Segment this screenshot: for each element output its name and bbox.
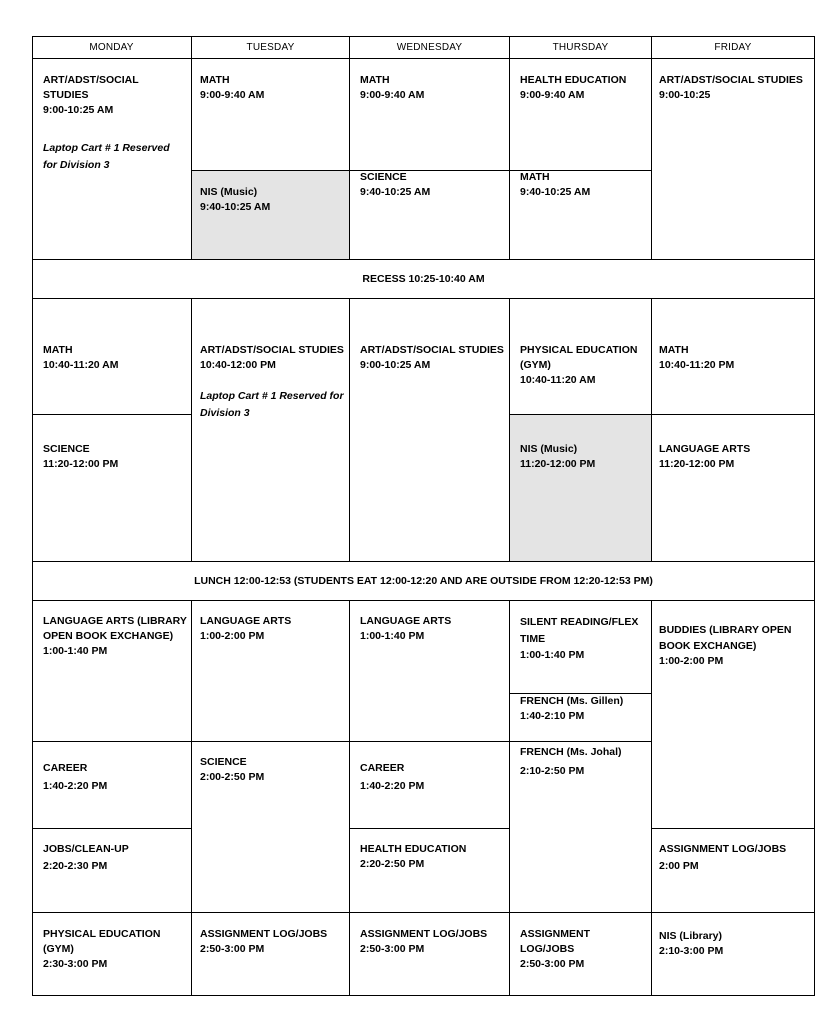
time: 1:00-1:40 PM: [360, 630, 425, 642]
laptop-note: Laptop Cart # 1 Reserved for Division 3: [200, 390, 344, 419]
subject: NIS (Library): [659, 930, 723, 942]
subject: ASSIGNMENT LOG/JOBS: [659, 843, 787, 855]
cell-wed-morning-b: [360, 170, 500, 200]
cell-wed-midday: [360, 343, 506, 373]
subject: ASSIGNMENT LOG/JOBS: [200, 928, 328, 940]
time: 1:40-2:20 PM: [360, 780, 425, 792]
time: 10:40-12:00 PM: [200, 359, 276, 371]
rule-aft-1: [32, 741, 509, 742]
time: 9:00-10:25 AM: [43, 104, 114, 116]
subject: ART/ADST/SOCIAL STUDIES: [200, 344, 344, 356]
cell-thu-midday-b: [520, 442, 648, 472]
subject: SCIENCE: [360, 171, 407, 183]
subject: LANGUAGE ARTS: [200, 615, 292, 627]
recess-band: RECESS 10:25-10:40 AM: [362, 273, 485, 285]
time: 1:00-1:40 PM: [43, 645, 108, 657]
border-right: [814, 36, 815, 996]
time: 1:40-2:20 PM: [43, 780, 108, 792]
cell-tue-morning-a: [200, 73, 340, 103]
rule-wed-aft: [350, 828, 509, 829]
subject: JOBS/CLEAN-UP: [43, 843, 129, 855]
cell-thu-aft-c: [520, 745, 650, 779]
time: 10:40-11:20 PM: [659, 359, 735, 371]
subject: MATH: [520, 171, 550, 183]
border-left: [32, 36, 33, 996]
cell-thu-aft-b: [520, 694, 650, 724]
subject: LANGUAGE ARTS: [659, 443, 751, 455]
subject: CAREER: [43, 762, 88, 774]
header-wednesday: WEDNESDAY: [396, 41, 463, 53]
cell-thu-aft-a: [520, 614, 646, 663]
col-rule: [349, 36, 350, 259]
cell-thu-aft-d: [520, 927, 640, 972]
cell-thu-midday-a: [520, 343, 648, 388]
rule-thu-fri-mid: [510, 414, 814, 415]
time: 2:00 PM: [659, 860, 699, 872]
subject: PHYSICAL EDUCATION (GYM): [520, 344, 638, 371]
time: 9:40-10:25 AM: [200, 201, 271, 213]
subject: ART/ADST/SOCIAL STUDIES: [360, 344, 504, 356]
rule-tue-split: [192, 170, 349, 171]
rule-fri-aft: [652, 828, 814, 829]
cell-fri-aft-b: [659, 842, 811, 874]
border-bottom: [32, 995, 815, 996]
time: 9:40-10:25 AM: [520, 186, 591, 198]
rule-thu-aft-2: [510, 741, 651, 742]
subject: MATH: [659, 344, 689, 356]
weekly-timetable: [32, 36, 815, 996]
cell-mon-aft-d: [43, 927, 183, 972]
time: 2:30-3:00 PM: [43, 958, 108, 970]
time: 9:00-9:40 AM: [200, 89, 265, 101]
time: 2:10-3:00 PM: [659, 945, 724, 957]
header-thursday: THURSDAY: [552, 41, 609, 53]
subject: ASSIGNMENT LOG/JOBS: [520, 928, 591, 955]
col-rule: [191, 298, 192, 561]
col-rule: [651, 36, 652, 259]
time: 1:00-2:00 PM: [200, 630, 265, 642]
subject: LANGUAGE ARTS (LIBRARY OPEN BOOK EXCHANGE): [43, 615, 187, 642]
subject: MATH: [360, 74, 390, 86]
col-rule: [509, 298, 510, 561]
subject: SCIENCE: [43, 443, 90, 455]
col-rule: [651, 600, 652, 996]
subject: FRENCH (Ms. Johal): [520, 746, 622, 758]
cell-wed-aft-b: [360, 761, 500, 794]
rule-mon-mid: [32, 414, 191, 415]
cell-wed-aft-c: [360, 842, 506, 872]
rule-recess-bottom: [32, 298, 815, 299]
header-monday: MONDAY: [89, 41, 134, 53]
subject: CAREER: [360, 762, 405, 774]
time: 2:50-3:00 PM: [360, 943, 425, 955]
cell-wed-aft-d: [360, 927, 506, 957]
rule-last-row: [32, 912, 815, 913]
subject: SCIENCE: [200, 756, 247, 768]
cell-mon-aft-c: [43, 842, 183, 874]
cell-mon-midday-a: [43, 343, 183, 373]
time: 11:20-12:00 PM: [520, 458, 596, 470]
subject: PHYSICAL EDUCATION (GYM): [43, 928, 161, 955]
cell-mon-aft-a: [43, 614, 187, 659]
time: 2:50-3:00 PM: [520, 958, 585, 970]
subject: MATH: [200, 74, 230, 86]
subject: ART/ADST/SOCIAL STUDIES: [43, 74, 139, 101]
time: 1:00-1:40 PM: [520, 649, 585, 661]
cell-tue-aft-b: [200, 755, 340, 785]
col-rule: [509, 600, 510, 996]
col-rule: [509, 36, 510, 259]
header-tuesday: TUESDAY: [246, 41, 295, 53]
lunch-band: LUNCH 12:00-12:53 (STUDENTS EAT 12:00-12:20 AND ARE OUTSIDE FROM 12:20-12:53 PM): [194, 575, 653, 587]
subject: ASSIGNMENT LOG/JOBS: [360, 928, 488, 940]
time: 9:40-10:25 AM: [360, 186, 431, 198]
cell-thu-morning-a: [520, 73, 648, 103]
cell-fri-aft-c: [659, 929, 811, 959]
cell-fri-midday-a: [659, 343, 811, 373]
laptop-note: Laptop Cart # 1 Reserved for Division 3: [43, 142, 170, 171]
cell-thu-morning-b: [520, 170, 648, 200]
col-rule: [191, 36, 192, 259]
subject: HEALTH EDUCATION: [360, 843, 467, 855]
cell-mon-aft-b: [43, 761, 183, 794]
time: 11:20-12:00 PM: [43, 458, 119, 470]
subject: NIS (Music): [200, 186, 258, 198]
time: 1:40-2:10 PM: [520, 710, 585, 722]
rule-lunch-bottom: [32, 600, 815, 601]
time: 2:20-2:30 PM: [43, 860, 108, 872]
cell-mon-morning: [43, 73, 183, 174]
time: 11:20-12:00 PM: [659, 458, 735, 470]
cell-tue-aft-a: [200, 614, 340, 644]
time: 9:00-10:25 AM: [360, 359, 431, 371]
time: 2:00-2:50 PM: [200, 771, 265, 783]
rule-header: [32, 58, 815, 59]
time: 1:00-2:00 PM: [659, 655, 724, 667]
header-friday: FRIDAY: [714, 41, 752, 53]
subject: BUDDIES (LIBRARY OPEN BOOK EXCHANGE): [659, 624, 792, 652]
cell-tue-morning-b: [200, 185, 340, 215]
cell-fri-midday-b: [659, 442, 811, 472]
time: 9:00-9:40 AM: [360, 89, 425, 101]
cell-fri-morning: [659, 73, 811, 103]
col-rule: [349, 600, 350, 996]
cell-tue-aft-c: [200, 927, 346, 957]
time: 2:50-3:00 PM: [200, 943, 265, 955]
subject: NIS (Music): [520, 443, 578, 455]
time: 2:10-2:50 PM: [520, 765, 585, 777]
col-rule: [191, 600, 192, 996]
cell-wed-morning-a: [360, 73, 500, 103]
col-rule: [349, 298, 350, 561]
subject: ART/ADST/SOCIAL STUDIES: [659, 74, 803, 86]
time: 9:00-9:40 AM: [520, 89, 585, 101]
subject: HEALTH EDUCATION: [520, 74, 627, 86]
time: 2:20-2:50 PM: [360, 858, 425, 870]
time: 10:40-11:20 AM: [520, 374, 596, 386]
rule-mon-aft: [32, 828, 191, 829]
cell-fri-aft-a: [659, 622, 804, 669]
col-rule: [651, 298, 652, 561]
cell-wed-aft-a: [360, 614, 500, 644]
cell-tue-midday: [200, 343, 346, 422]
subject: LANGUAGE ARTS: [360, 615, 452, 627]
subject: FRENCH (Ms. Gillen): [520, 695, 624, 707]
subject: MATH: [43, 344, 73, 356]
cell-mon-midday-b: [43, 442, 183, 472]
subject: SILENT READING/FLEX TIME: [520, 616, 639, 645]
time: 9:00-10:25: [659, 89, 711, 101]
time: 10:40-11:20 AM: [43, 359, 119, 371]
shaded-cell-thu-music: [510, 414, 651, 561]
